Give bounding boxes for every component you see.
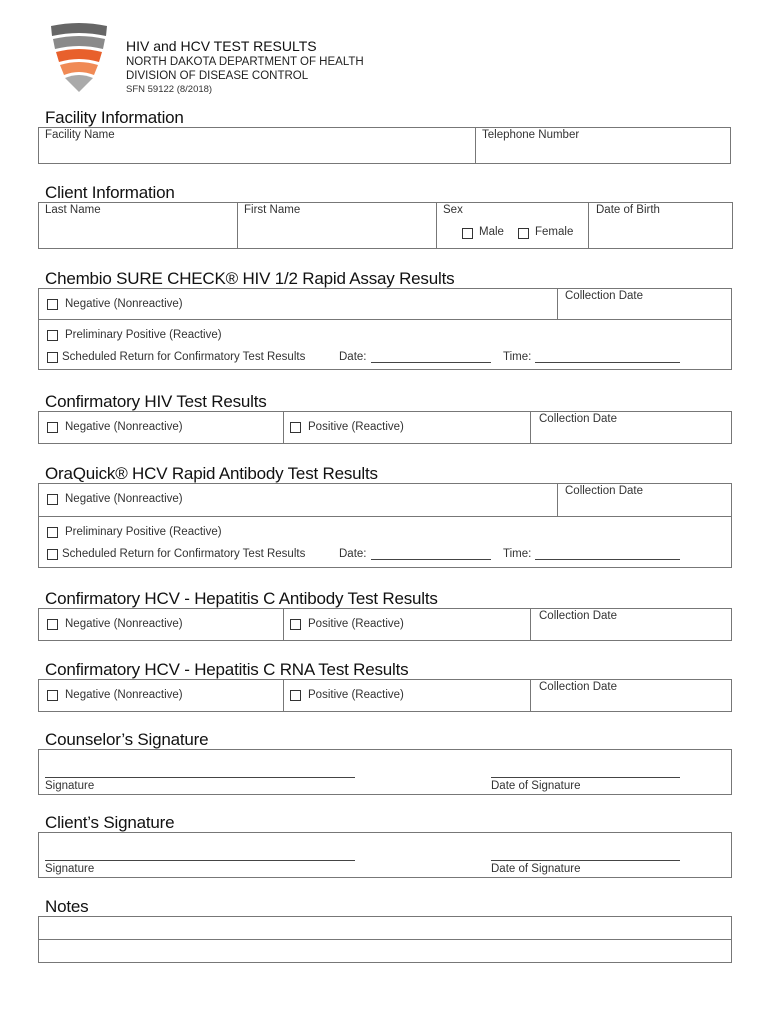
divider [283, 411, 284, 444]
conf-hcv-rna-negative-label: Negative (Nonreactive) [65, 689, 183, 701]
client-signature-label: Signature [45, 863, 95, 875]
female-checkbox[interactable] [518, 228, 529, 239]
oraquick-heading: OraQuick® HCV Rapid Antibody Test Results [45, 464, 378, 483]
divider [475, 127, 476, 164]
divider [38, 939, 732, 940]
chembio-scheduled-label: Scheduled Return for Confirmatory Test Results [62, 351, 306, 363]
oraquick-collection-date-field[interactable]: Collection Date [565, 485, 643, 497]
divider [38, 319, 732, 320]
facility-box [38, 127, 731, 164]
first-name-field[interactable]: First Name [244, 204, 301, 216]
facility-heading: Facility Information [45, 108, 184, 127]
conf-hcv-ab-negative-label: Negative (Nonreactive) [65, 618, 183, 630]
divider [530, 679, 531, 712]
conf-hiv-positive-label: Positive (Reactive) [308, 421, 404, 433]
chembio-scheduled-checkbox[interactable] [47, 352, 58, 363]
department-name: NORTH DAKOTA DEPARTMENT OF HEALTH [126, 56, 364, 68]
chembio-preliminary-checkbox[interactable] [47, 330, 58, 341]
dob-field[interactable]: Date of Birth [596, 204, 660, 216]
divider [588, 202, 589, 249]
chembio-collection-date-field[interactable]: Collection Date [565, 290, 643, 302]
conf-hcv-rna-heading: Confirmatory HCV - Hepatitis C RNA Test Results [45, 660, 409, 679]
client-signature-field[interactable] [45, 860, 355, 861]
divider [283, 679, 284, 712]
last-name-field[interactable]: Last Name [45, 204, 101, 216]
oraquick-scheduled-checkbox[interactable] [47, 549, 58, 560]
notes-heading: Notes [45, 897, 89, 916]
counselor-date-label: Date of Signature [491, 780, 581, 792]
client-heading: Client Information [45, 183, 175, 202]
telephone-field[interactable]: Telephone Number [482, 129, 580, 141]
chembio-preliminary-label: Preliminary Positive (Reactive) [65, 329, 222, 341]
department-logo [45, 22, 113, 96]
counselor-box [38, 749, 732, 795]
chembio-negative-label: Negative (Nonreactive) [65, 298, 183, 310]
client-sig-box [38, 832, 732, 878]
conf-hcv-rna-negative-checkbox[interactable] [47, 690, 58, 701]
oraquick-preliminary-label: Preliminary Positive (Reactive) [65, 526, 222, 538]
oraquick-preliminary-checkbox[interactable] [47, 527, 58, 538]
divider [38, 516, 732, 517]
chembio-date-field[interactable] [371, 362, 491, 363]
divider [237, 202, 238, 249]
conf-hiv-negative-label: Negative (Nonreactive) [65, 421, 183, 433]
conf-hiv-negative-checkbox[interactable] [47, 422, 58, 433]
conf-hiv-heading: Confirmatory HIV Test Results [45, 392, 267, 411]
oraquick-date-field[interactable] [371, 559, 491, 560]
conf-hcv-rna-positive-label: Positive (Reactive) [308, 689, 404, 701]
client-date-label: Date of Signature [491, 863, 581, 875]
divider [436, 202, 437, 249]
divider [283, 608, 284, 641]
chembio-time-label: Time: [503, 351, 532, 363]
male-label: Male [479, 226, 504, 238]
client-sig-heading: Client’s Signature [45, 813, 175, 832]
conf-hcv-rna-positive-checkbox[interactable] [290, 690, 301, 701]
counselor-date-field[interactable] [491, 777, 680, 778]
male-checkbox[interactable] [462, 228, 473, 239]
chembio-time-field[interactable] [535, 362, 680, 363]
division-name: DIVISION OF DISEASE CONTROL [126, 70, 309, 82]
divider [557, 288, 558, 319]
divider [530, 608, 531, 641]
oraquick-time-label: Time: [503, 548, 532, 560]
chembio-date-label: Date: [339, 351, 367, 363]
conf-hiv-collection-date-field[interactable]: Collection Date [539, 413, 617, 425]
oraquick-negative-label: Negative (Nonreactive) [65, 493, 183, 505]
form-number: SFN 59122 (8/2018) [126, 84, 213, 95]
divider [557, 483, 558, 516]
female-label: Female [535, 226, 574, 238]
counselor-signature-label: Signature [45, 780, 95, 792]
conf-hcv-ab-heading: Confirmatory HCV - Hepatitis C Antibody Test Results [45, 589, 438, 608]
conf-hiv-positive-checkbox[interactable] [290, 422, 301, 433]
counselor-signature-field[interactable] [45, 777, 355, 778]
chembio-heading: Chembio SURE CHECK® HIV 1/2 Rapid Assay Results [45, 269, 455, 288]
chembio-negative-checkbox[interactable] [47, 299, 58, 310]
oraquick-scheduled-label: Scheduled Return for Confirmatory Test Results [62, 548, 306, 560]
form-title: HIV and HCV TEST RESULTS [126, 38, 317, 54]
counselor-heading: Counselor’s Signature [45, 730, 209, 749]
sex-label: Sex [443, 204, 463, 216]
conf-hcv-ab-negative-checkbox[interactable] [47, 619, 58, 630]
oraquick-date-label: Date: [339, 548, 367, 560]
oraquick-time-field[interactable] [535, 559, 680, 560]
divider [530, 411, 531, 444]
conf-hcv-ab-positive-checkbox[interactable] [290, 619, 301, 630]
client-date-field[interactable] [491, 860, 680, 861]
facility-name-field[interactable]: Facility Name [45, 129, 115, 141]
oraquick-negative-checkbox[interactable] [47, 494, 58, 505]
conf-hcv-ab-collection-date-field[interactable]: Collection Date [539, 610, 617, 622]
conf-hcv-ab-positive-label: Positive (Reactive) [308, 618, 404, 630]
conf-hcv-rna-collection-date-field[interactable]: Collection Date [539, 681, 617, 693]
